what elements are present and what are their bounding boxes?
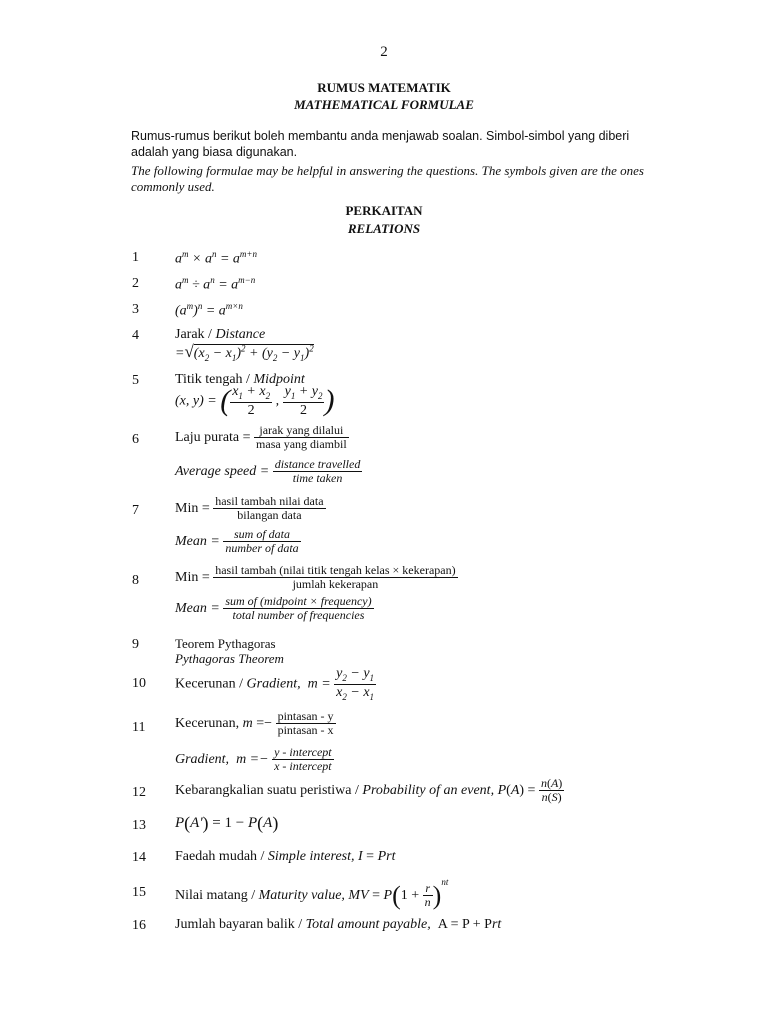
- formula-mean-en: Mean = sum of data number of data: [175, 527, 299, 556]
- item-number: 5: [132, 373, 139, 388]
- section-title-en: RELATIONS: [347, 221, 421, 236]
- page-number: 2: [380, 44, 388, 60]
- item-number: 7: [132, 503, 139, 518]
- formula-mean-ms: Min = hasil tambah nilai data bilangan data: [175, 494, 324, 523]
- formula-2: $a^m \div a^n = a^{m-n}$: [175, 275, 256, 293]
- intro-ms: Rumus-rumus berikut boleh membantu anda menjawab soalan. Simbol-simbol yang diberi adalah yang biasa digunakan.: [131, 129, 630, 159]
- item-number: 11: [132, 720, 146, 735]
- formula-maturity: Nilai matang / Maturity value, MV = P(1 + $\frac{r}{n}$ )$^{nt}$: [175, 877, 449, 910]
- formula-simple-interest: Faedah mudah / Simple interest, I = Prt: [175, 849, 396, 864]
- formula-gradient: Kecerunan / Gradient, m = $\frac{y_2 - y_1}{x_2 - x_1}$: [175, 666, 375, 702]
- item-number: 13: [132, 818, 146, 833]
- item-number: 8: [132, 573, 139, 588]
- item-number: 16: [132, 918, 146, 933]
- distance-label: Jarak / Distance: [175, 327, 266, 342]
- intro-en: The following formulae may be helpful in answering the questions. The symbols given are the ones commonly used.: [131, 163, 644, 194]
- formula-distance: $=√(x_2 - x_1)^2 + (y_2 - y_1)^2$: [175, 342, 314, 363]
- formula-total-payable: Jumlah bayaran balik / Total amount payable, A = P + Prt: [175, 917, 502, 932]
- item-number: 4: [132, 328, 139, 343]
- formula-midpoint: (x, y) = ( $\frac{x_1 + x_2}{2}$ , $\frac{y_1 + y_2}{2}$ ): [175, 384, 335, 418]
- formula-1: $a^m \times a^n = a^{m+n}$: [175, 249, 257, 267]
- item-number: 9: [132, 637, 139, 652]
- pythagoras-en: Pythagoras Theorem: [175, 651, 284, 666]
- item-number: 14: [132, 850, 146, 865]
- formula-gradient-intercept-en: Gradient, m =− y - intercept x - intercept: [175, 745, 332, 774]
- item-number: 3: [132, 302, 139, 317]
- formula-mean2-en: Mean = sum of (midpoint × frequency) total number of frequencies: [175, 594, 372, 623]
- title-en: MATHEMATICAL FORMULAE: [294, 97, 474, 112]
- formula-speed-ms: Laju purata = jarak yang dilalui masa yang diambil: [175, 423, 347, 452]
- section-title-ms: PERKAITAN: [345, 203, 423, 218]
- formula-complement: P(A') = 1 − P(A): [175, 813, 279, 833]
- formula-mean2-ms: Min = hasil tambah (nilai titik tengah kelas × kekerapan) jumlah kekerapan: [175, 563, 456, 592]
- item-number: 15: [132, 885, 146, 900]
- formula-3: $(a^m)^n = a^{m\times n}$: [175, 301, 243, 319]
- formula-gradient-intercept-ms: Kecerunan, m =− pintasan - y pintasan - x: [175, 709, 334, 738]
- item-number: 6: [132, 432, 139, 447]
- formula-probability: Kebarangkalian suatu peristiwa / Probability of an event, P(A) = $\frac{n(A)}{n(S)}$: [175, 776, 563, 805]
- item-number: 2: [132, 276, 139, 291]
- item-number: 1: [132, 250, 139, 265]
- midpoint-label: Titik tengah / Midpoint: [175, 372, 305, 387]
- pythagoras-ms: Teorem Pythagoras: [175, 636, 276, 651]
- title-ms: RUMUS MATEMATIK: [317, 80, 451, 95]
- item-number: 10: [132, 676, 146, 691]
- formula-speed-en: Average speed = distance travelled time taken: [175, 457, 361, 486]
- item-number: 12: [132, 785, 146, 800]
